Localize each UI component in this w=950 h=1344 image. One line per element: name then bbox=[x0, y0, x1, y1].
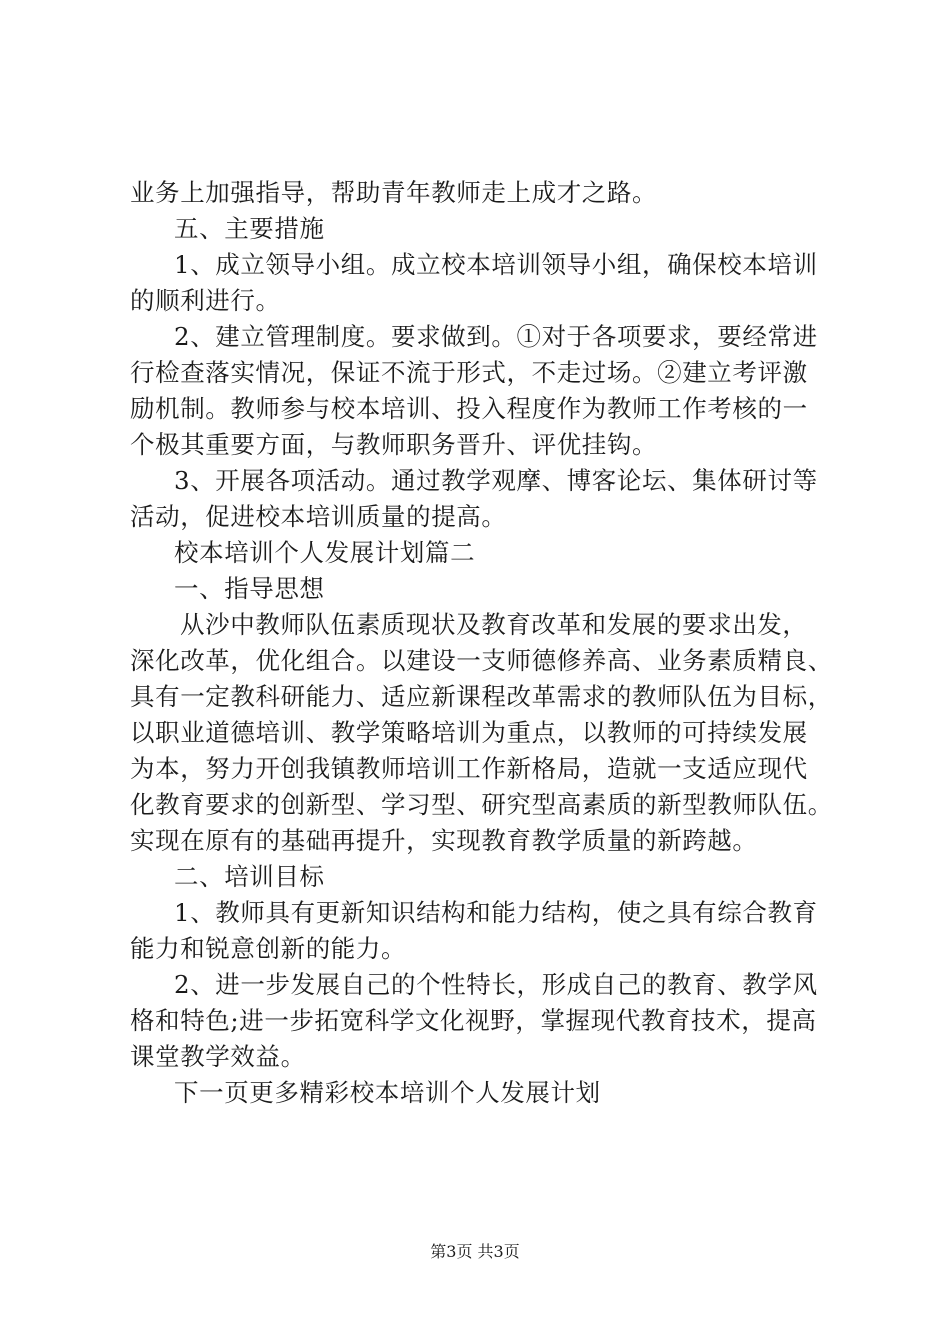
section-heading: 一、指导思想 bbox=[174, 574, 325, 603]
paragraph-line: 励机制。教师参与校本培训、投入程度作为教师工作考核的一 bbox=[130, 394, 808, 423]
paragraph-line: 1、成立领导小组。成立校本培训领导小组，确保校本培训 bbox=[174, 250, 818, 279]
paragraph-line: 1、教师具有更新知识结构和能力结构，使之具有综合教育 bbox=[174, 898, 818, 927]
section-heading: 二、培训目标 bbox=[174, 862, 325, 891]
paragraph-line: 实现在原有的基础再提升，实现教育教学质量的新跨越。 bbox=[130, 826, 758, 855]
document-body bbox=[130, 175, 833, 1111]
paragraph-line: 化教育要求的创新型、学习型、研究型高素质的新型教师队伍。 bbox=[130, 790, 833, 819]
paragraph-line: 个极其重要方面，与教师职务晋升、评优挂钩。 bbox=[130, 430, 658, 459]
page-number-footer: 第3页 共3页 bbox=[430, 1242, 520, 1261]
section-title: 校本培训个人发展计划篇二 bbox=[174, 538, 476, 567]
paragraph-line: 为本，努力开创我镇教师培训工作新格局，造就一支适应现代 bbox=[130, 754, 808, 783]
paragraph-line: 2、建立管理制度。要求做到。①对于各项要求，要经常进 bbox=[174, 322, 818, 351]
paragraph-line: 行检查落实情况，保证不流于形式，不走过场。②建立考评激 bbox=[130, 358, 808, 387]
paragraph-line: 从沙中教师队伍素质现状及教育改革和发展的要求出发， bbox=[180, 610, 808, 639]
paragraph-line: 格和特色;进一步拓宽科学文化视野，掌握现代教育技术，提高 bbox=[130, 1006, 817, 1035]
paragraph-line: 活动，促进校本培训质量的提高。 bbox=[130, 502, 507, 531]
section-heading: 五、主要措施 bbox=[174, 214, 325, 243]
paragraph-line: 课堂教学效益。 bbox=[130, 1042, 306, 1071]
paragraph-line: 以职业道德培训、教学策略培训为重点，以教师的可持续发展 bbox=[130, 718, 808, 747]
paragraph-line: 深化改革，优化组合。以建设一支师德修养高、业务素质精良、 bbox=[130, 646, 833, 675]
paragraph-line: 2、进一步发展自己的个性特长，形成自己的教育、教学风 bbox=[174, 970, 818, 999]
next-page-link[interactable]: 下一页更多精彩校本培训个人发展计划 bbox=[174, 1078, 601, 1107]
paragraph-line: 业务上加强指导，帮助青年教师走上成才之路。 bbox=[130, 178, 658, 207]
paragraph-line: 能力和锐意创新的能力。 bbox=[130, 934, 407, 963]
paragraph-line: 具有一定教科研能力、适应新课程改革需求的教师队伍为目标， bbox=[130, 682, 833, 711]
paragraph-line: 的顺利进行。 bbox=[130, 286, 281, 315]
paragraph-line: 3、开展各项活动。通过教学观摩、博客论坛、集体研讨等 bbox=[174, 466, 818, 495]
